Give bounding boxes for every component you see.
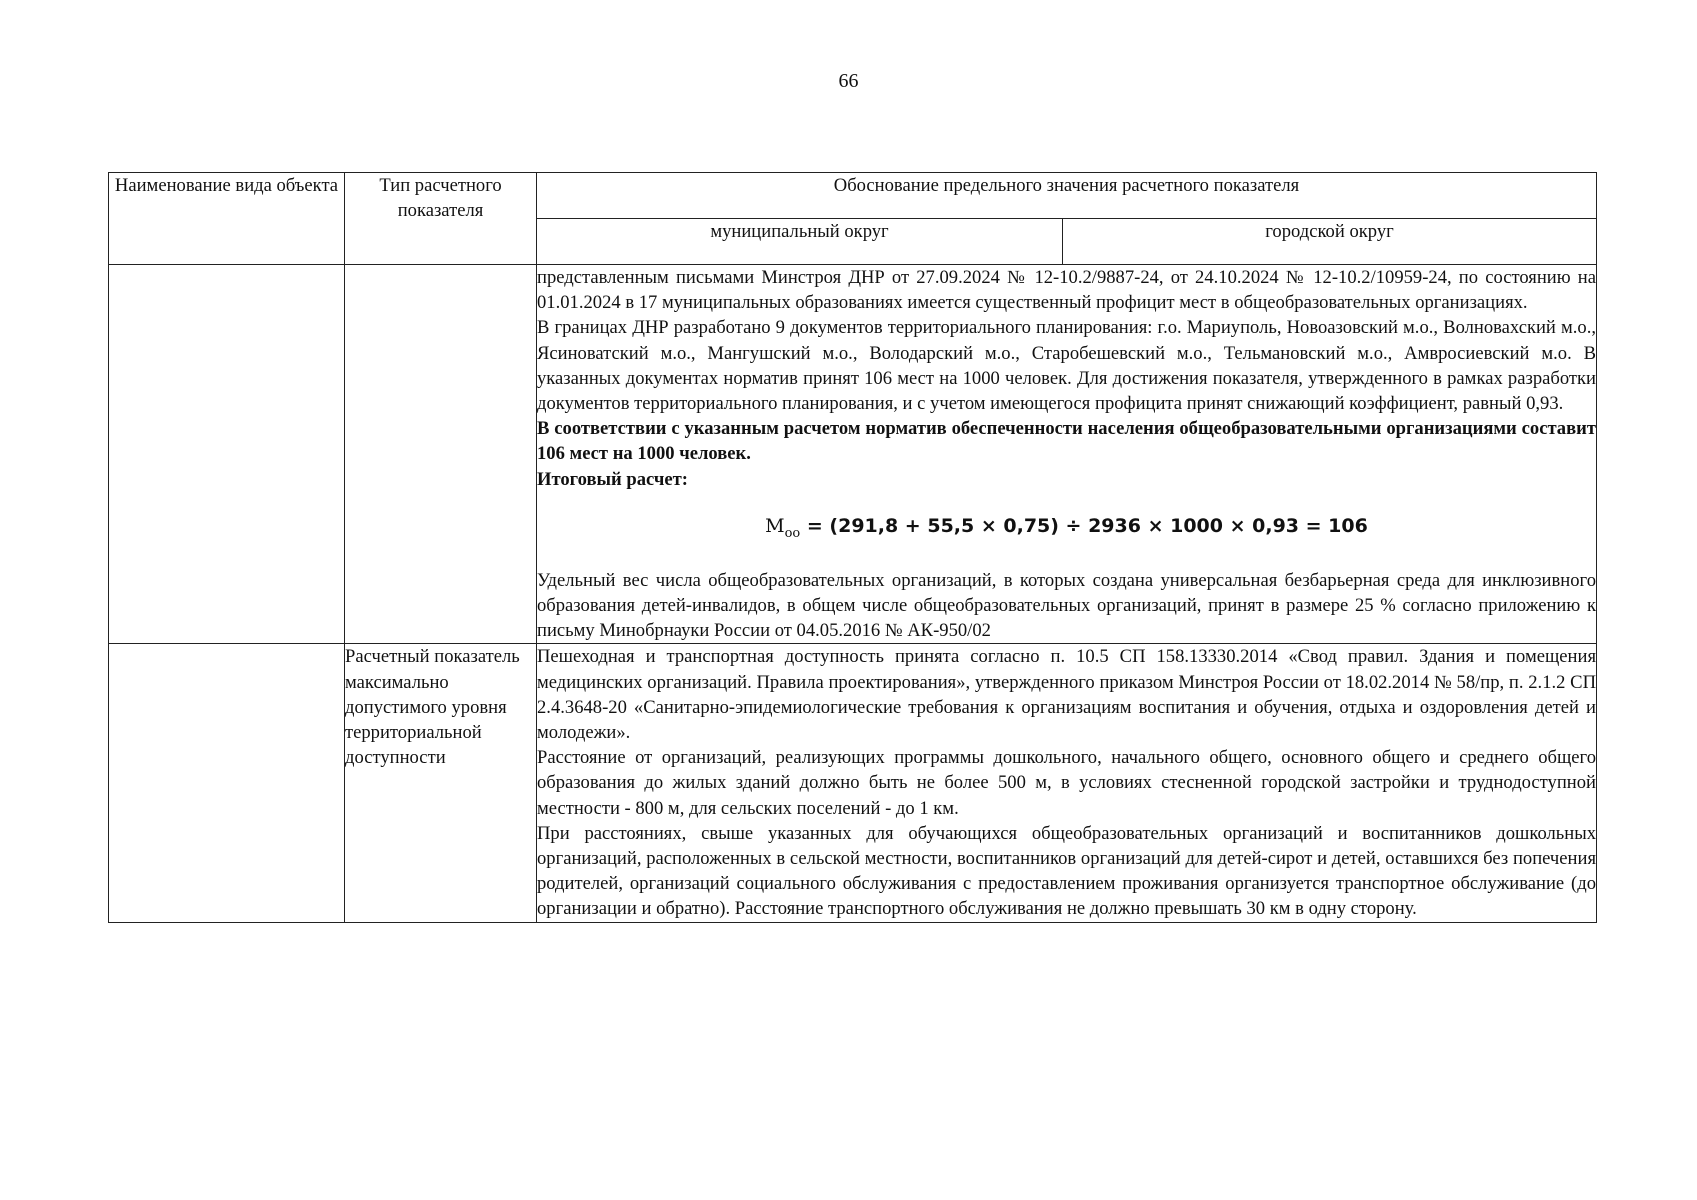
page-number: 66 — [838, 70, 859, 92]
paragraph-accessibility-basis: Пешеходная и транспортная доступность принята согласно п. 10.5 СП 158.13330.2014 «Свод правил. Здания и помещения медицинских организаций. Правила проектирования», утвержденного приказом Минстроя России от 18.02.2014 № 58/пр, п. 2.1.2 СП 2.4.3648-20 «Санитарно-эпидемиологические требования к организациям воспитания и обучения, отдыха и оздоровления детей и молодежи». — [537, 646, 1596, 744]
indicator-type-cell — [345, 265, 537, 644]
object-name-cell — [109, 644, 345, 922]
object-name-cell — [109, 265, 345, 644]
header-municipal-district: муниципальный округ — [537, 219, 1063, 265]
paragraph-final-calculation-heading: Итоговый расчет: — [537, 468, 688, 490]
indicator-type-cell: Расчетный показатель максимально допустимого уровня территориальной доступности — [345, 644, 537, 922]
header-indicator-type: Тип расчетного показателя — [345, 173, 537, 265]
formula-subscript: оо — [784, 525, 801, 541]
justification-cell — [537, 644, 1597, 922]
calculation-formula — [537, 506, 1596, 554]
header-row-1 — [109, 173, 1597, 219]
formula-symbol: М — [765, 514, 785, 537]
paragraph-surplus: представленным письмами Минстроя ДНР от 27.09.2024 № 12-10.2/9887-24, от 24.10.2024 № 12-10.2/10959-24, по состоянию на 01.01.2024 в 17 муниципальных образованиях имеется существенный профицит мест в общеобразовательных организациях. — [537, 267, 1596, 314]
justification-cell — [537, 265, 1597, 644]
table-row — [109, 644, 1597, 922]
paragraph-distance-limits: Расстояние от организаций, реализующих программы дошкольного, начального общего, основного общего и среднего общего образования до жилых зданий должно быть не более 500 м, в условиях стесненной городской застройки и труднодоступной местности - 800 м, для сельских поселений - до 1 км. — [537, 747, 1596, 819]
formula-expression: = (291,8 + 55,5 × 0,75) ÷ 2936 × 1000 × 0,93 = 106 — [800, 514, 1368, 537]
header-urban-district: городской округ — [1063, 219, 1597, 265]
table-header — [109, 173, 1597, 265]
paragraph-transport-service: При расстояниях, свыше указанных для обучающихся общеобразовательных организаций и воспитанников дошкольных организаций, расположенных в сельской местности, воспитанников организаций для детей-сирот и детей, оставшихся без попечения родителей, организаций социального обслуживания с предоставлением проживания организуется транспортное обслуживание (до организации и обратно). Расстояние транспортного обслуживания не должно превышать 30 км в одну сторону. — [537, 822, 1596, 920]
paragraph-planning-documents: В границах ДНР разработано 9 документов территориального планирования: г.о. Мариуполь, Новоазовский м.о., Волновахский м.о., Ясиноватский м.о., Мангушский м.о., Володарский м.о., Старобешевский м.о., Тельмановский м.о., Амвросиевский м.о. В указанных документах норматив принят 106 мест на 1000 человек. Для достижения показателя, утвержденного в рамках разработки документов территориального планирования, и с учетом имеющегося профицита принят снижающий коэффициент, равный 0,93. — [537, 317, 1596, 415]
header-object-name: Наименование вида объекта — [109, 173, 345, 265]
table-row — [109, 265, 1597, 644]
paragraph-inclusive-share: Удельный вес числа общеобразовательных организаций, в которых создана универсальная безбарьерная среда для инклюзивного образования детей-инвалидов, в общем числе общеобразовательных организаций, принят в размере 25 % согласно приложению к письму Минобрнауки России от 04.05.2016 № АК-950/02 — [537, 569, 1596, 642]
paragraph-norm-conclusion: В соответствии с указанным расчетом норматив обеспеченности населения общеобразовательными организациями составит 106 мест на 1000 человек. — [537, 418, 1596, 465]
header-justification: Обоснование предельного значения расчетного показателя — [537, 173, 1597, 219]
standards-table — [108, 172, 1597, 923]
